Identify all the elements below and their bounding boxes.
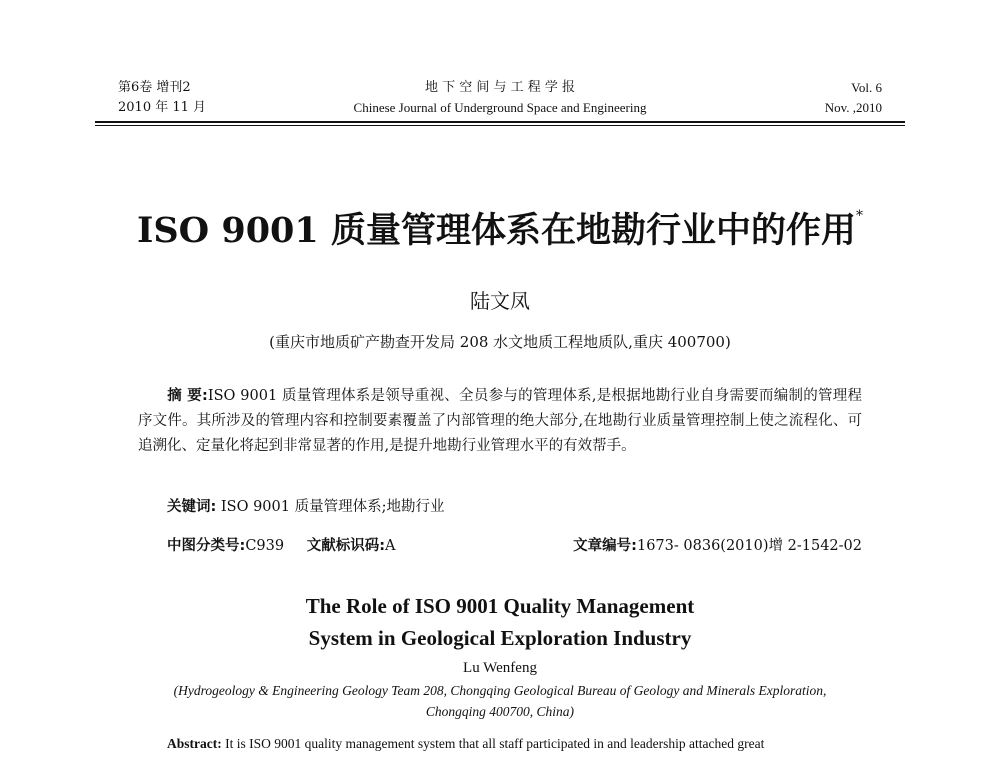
clc-value: C939 <box>245 538 285 554</box>
title-footnote-mark: * <box>855 208 863 224</box>
affiliation-en-line1: (Hydrogeology & Engineering Geology Team 208, Chongqing Geological Bureau of Geology and Minerals Exploration, <box>173 683 827 698</box>
abstract-text-cn: ISO 9001 质量管理体系是领导重视、全员参与的管理体系,是根据地勘行业自身需要而编制的管理程序文件。其所涉及的管理内容和控制要素覆盖了内部管理的绝大部分,在地勘行业质量管理控制上使之流程化、可追溯化、定量化将起到非常显著的作用,是提升地勘行业管理水平的有效帮手。 <box>138 388 862 454</box>
date-cn: 2010 年 11 月 <box>118 100 207 115</box>
doc-code-value: A <box>385 538 396 554</box>
affiliation-cn: (重庆市地质矿产勘查开发局 208 水文地质工程地质队,重庆 400700) <box>269 333 731 351</box>
title-text: ISO 9001 质量管理体系在地勘行业中的作用 <box>137 210 856 251</box>
affiliation-en <box>130 680 870 722</box>
author-en: Lu Wenfeng <box>463 660 537 676</box>
abstract-en <box>167 734 880 754</box>
affiliation-en-line2: Chongqing 400700, China) <box>425 704 575 719</box>
header-right <box>825 78 882 118</box>
title-en-line1: The Role of ISO 9001 Quality Management <box>305 594 695 618</box>
keywords-text: ISO 9001 质量管理体系;地勘行业 <box>220 499 445 515</box>
date-en: Nov. ,2010 <box>824 100 882 115</box>
doc-code-label: 文献标识码: <box>306 538 386 554</box>
abstract-label-cn: 摘 要: <box>167 388 208 404</box>
journal-name-en: Chinese Journal of Underground Space and Engineering <box>353 100 647 115</box>
article-title-en <box>0 590 1000 654</box>
classification-row <box>167 534 862 558</box>
title-en-line2: System in Geological Exploration Industry <box>308 626 692 650</box>
running-header <box>118 78 882 118</box>
article-title-cn <box>0 193 1000 254</box>
header-rule-thin <box>95 125 905 126</box>
abstract-text-en: It is ISO 9001 quality management system that all staff participated in and leadership attached great <box>221 736 765 751</box>
journal-name-cn: 地 下 空 间 与 工 程 学 报 <box>424 80 576 95</box>
header-rule-thick <box>95 121 905 123</box>
keywords <box>167 495 444 519</box>
clc-label: 中图分类号: <box>167 538 246 554</box>
volume-en: Vol. 6 <box>851 80 882 95</box>
article-no-value: 1673- 0836(2010)增 2-1542-02 <box>636 538 862 554</box>
author-cn: 陆文凤 <box>470 289 530 313</box>
header-center <box>118 78 882 118</box>
volume-cn: 第6卷 增刊2 <box>118 80 191 95</box>
article-no-label: 文章编号: <box>573 538 637 554</box>
abstract-label-en: Abstract: <box>167 736 222 751</box>
keywords-label: 关键词: <box>167 499 217 515</box>
abstract-cn <box>138 384 862 459</box>
